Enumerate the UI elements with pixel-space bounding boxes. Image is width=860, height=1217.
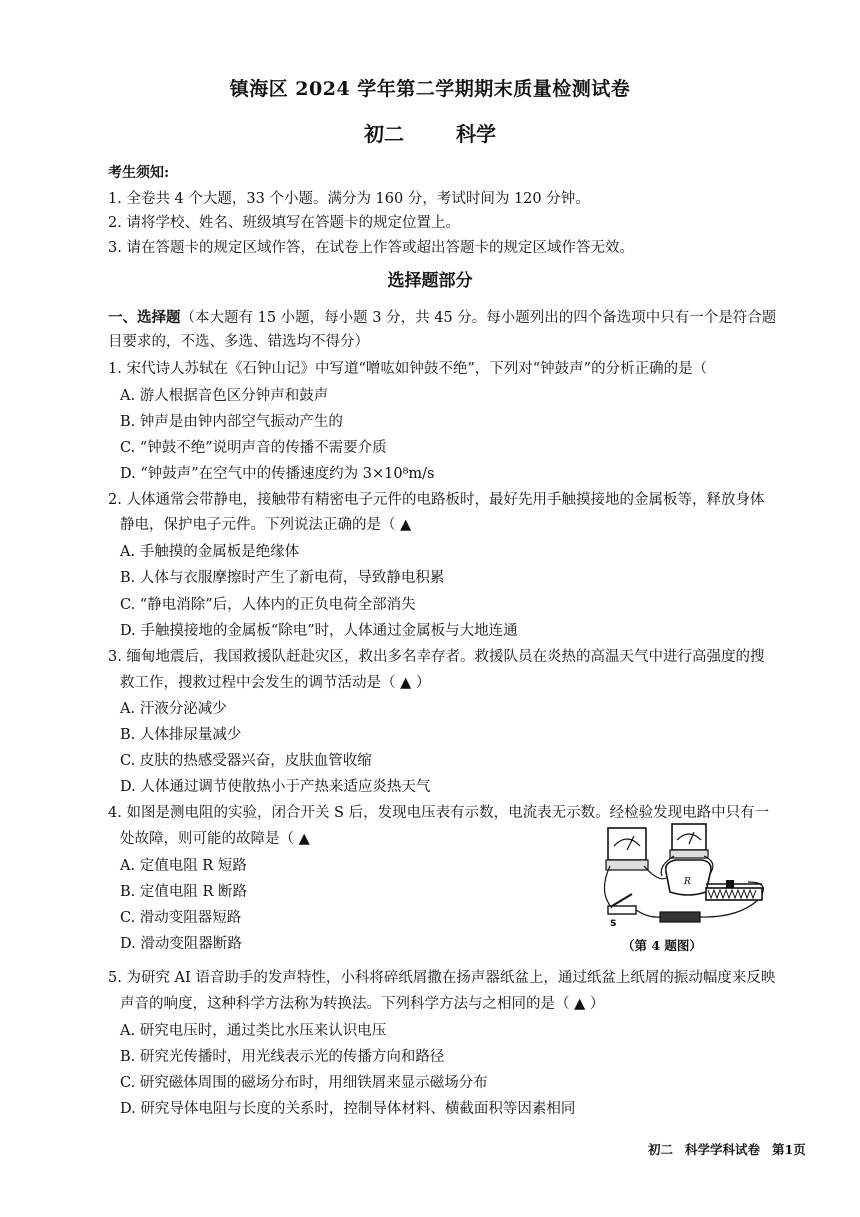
question-1-option-c: C. “钟鼓不绝”说明声音的传播不需要介质 [120, 440, 387, 456]
switch-lever [612, 894, 632, 906]
question-1-option-d: D. “钟鼓声”在空气中的传播速度约为 3×10⁸m/s [120, 466, 435, 482]
question-2-stem-cont: 静电，保护电子元件。下列说法正确的是（ ▲ [120, 517, 412, 533]
question-1-stem: 1. 宋代诗人苏轼在《石钟山记》中写道“噌吰如钟鼓不绝”，下列对“钟鼓声”的分析正确的是（ [108, 361, 708, 377]
question-4-option-a: A. 定值电阻 R 短路 [120, 858, 247, 874]
question-2-option-b: B. 人体与衣服摩擦时产生了新电荷，导致静电积累 [120, 570, 445, 586]
resistor-label: R [684, 877, 691, 887]
notice-heading: 考生须知: [108, 165, 170, 181]
question-2-option-a: A. 手触摸的金属板是绝缘体 [120, 544, 300, 560]
question-3-stem-cont: 救工作，搜救过程中会发生的调节活动是（ ▲ ） [120, 675, 431, 691]
ammeter-base [670, 850, 708, 858]
switch-label: S [610, 919, 617, 929]
question-5-option-b: B. 研究光传播时，用光线表示光的传播方向和路径 [120, 1049, 445, 1065]
footer-paper: 科学学科试卷 [685, 1142, 761, 1157]
question-2-stem: 2. 人体通常会带静电，接触带有精密电子元件的电路板时，最好先用手触摸接地的金属板等，释放身体 [108, 492, 765, 508]
question-3-option-c: C. 皮肤的热感受器兴奋，皮肤血管收缩 [120, 753, 372, 769]
rheostat-slider [726, 880, 734, 888]
question-5-stem: 5. 为研究 AI 语音助手的发声特性，小科将碎纸屑撒在扬声器纸盆上，通过纸盆上纸屑的振动幅度来反映 [108, 970, 776, 986]
page-footer [648, 1140, 818, 1158]
question-5-option-c: C. 研究磁体周围的磁场分布时，用细铁屑来显示磁场分布 [120, 1075, 488, 1091]
question-3-option-d: D. 人体通过调节使散热小于产热来适应炎热天气 [120, 779, 431, 795]
question-2-option-d: D. 手触摸接地的金属板“除电”时，人体通过金属板与大地连通 [120, 623, 518, 639]
switch-base [608, 906, 636, 914]
notice-item: 2. 请将学校、姓名、班级填写在答题卡的规定位置上。 [108, 215, 460, 231]
question-3-option-a: A. 汗液分泌减少 [120, 701, 227, 717]
voltmeter-base [606, 860, 648, 870]
question-5-stem-cont: 声音的响度，这种科学方法称为转换法。下列科学方法与之相同的是（ ▲ ） [120, 996, 605, 1012]
question-2-option-c: C. “静电消除”后，人体内的正负电荷全部消失 [120, 597, 416, 613]
wire [604, 866, 612, 908]
question-4-option-c: C. 滑动变阻器短路 [120, 910, 242, 926]
voltmeter [608, 828, 646, 860]
notice-item: 3. 请在答题卡的规定区域作答，在试卷上作答或超出答题卡的规定区域作答无效。 [108, 240, 634, 256]
question-3-stem: 3. 缅甸地震后，我国救援队赶赴灾区，救出多名幸存者。救援队员在炎热的高温天气中进行高强度的搜 [108, 649, 765, 665]
section-lead: 一、选择题 [108, 309, 181, 326]
section-intro [108, 306, 776, 327]
exam-title: 镇海区 2024 学年第二学期期末质量检测试卷 [229, 78, 631, 100]
question-5-option-a: A. 研究电压时，通过类比水压来认识电压 [120, 1023, 387, 1039]
question-4-option-b: B. 定值电阻 R 断路 [120, 884, 248, 900]
footer-grade: 初二 [648, 1142, 674, 1157]
ammeter [672, 824, 706, 850]
subject-label: 科学 [456, 122, 496, 146]
section-intro-cont: 目要求的，不选、多选、错选均不得分） [108, 334, 369, 350]
wire [700, 900, 758, 917]
section-intro-text: （本大题有 15 小题，每小题 3 分，共 45 分。每小题列出的四个备选项中只有一个是符合题 [180, 310, 777, 326]
question-1-option-b: B. 钟声是由钟内部空气振动产生的 [120, 414, 343, 430]
question-1-option-a: A. 游人根据音色区分钟声和鼓声 [120, 388, 329, 404]
question-3-option-b: B. 人体排尿量减少 [120, 727, 242, 743]
notice-item: 1. 全卷共 4 个大题，33 个小题。满分为 160 分，考试时间为 120 分钟。 [108, 191, 590, 207]
question-4-stem: 4. 如图是测电阻的实验，闭合开关 S 后，发现电压表有示数，电流表无示数。经检验发现电路中只有一 [108, 805, 770, 821]
wire [636, 910, 660, 917]
question-5-option-d: D. 研究导体电阻与长度的关系时，控制导体材料、横截面积等因素相同 [120, 1101, 576, 1117]
section-title: 选择题部分 [387, 271, 473, 291]
question-4-option-d: D. 滑动变阻器断路 [120, 936, 242, 952]
exam-subtitle [0, 118, 860, 147]
grade-label: 初二 [364, 122, 404, 146]
battery [660, 912, 700, 922]
figure-caption: （第 4 题图） [622, 938, 702, 953]
footer-page-number: 第1页 [772, 1142, 806, 1157]
circuit-figure [598, 822, 768, 934]
question-4-stem-cont: 处故障，则可能的故障是（ ▲ [120, 831, 310, 847]
